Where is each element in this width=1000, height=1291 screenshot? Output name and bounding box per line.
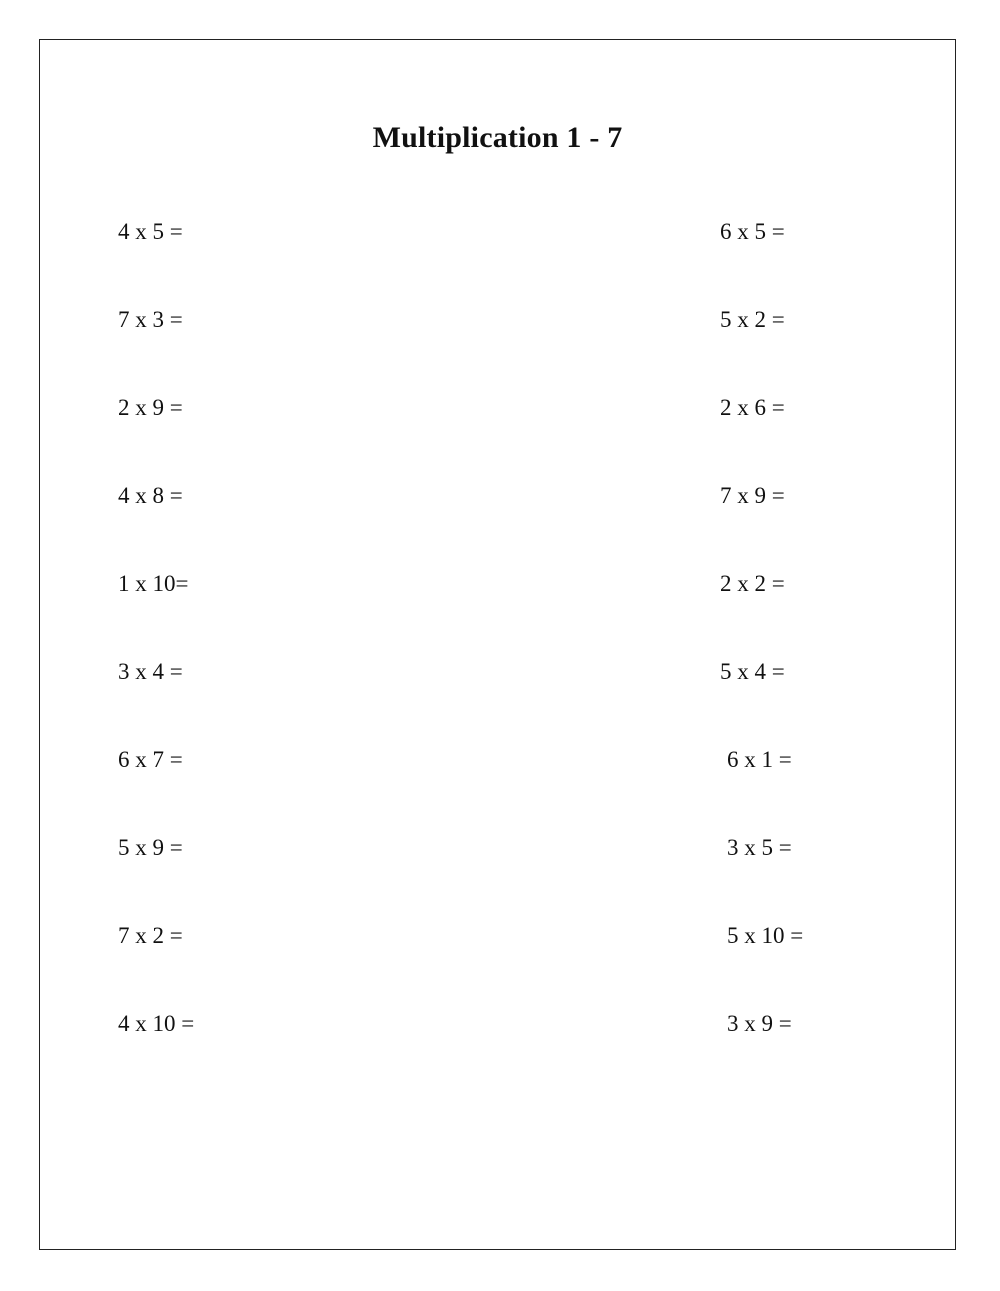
problem-left-5: 1 x 10= — [118, 571, 189, 596]
problem-right-9: 5 x 10 = — [727, 923, 804, 948]
problem-right-6: 5 x 4 = — [720, 659, 785, 684]
problem-left-1: 4 x 5 = — [118, 219, 183, 244]
worksheet-page — [39, 39, 956, 1250]
worksheet-title: Multiplication 1 - 7 — [372, 121, 623, 154]
problem-right-5: 2 x 2 = — [720, 571, 785, 596]
problem-left-9: 7 x 2 = — [118, 923, 183, 948]
left-problem-column — [118, 215, 194, 1095]
right-problem-column — [720, 215, 803, 1095]
problem-left-6: 3 x 4 = — [118, 659, 183, 684]
problem-right-2: 5 x 2 = — [720, 307, 785, 332]
problem-left-8: 5 x 9 = — [118, 835, 183, 860]
problem-left-10: 4 x 10 = — [118, 1011, 195, 1036]
problem-right-8: 3 x 5 = — [727, 835, 792, 860]
problem-right-10: 3 x 9 = — [727, 1011, 792, 1036]
problem-right-3: 2 x 6 = — [720, 395, 785, 420]
problem-left-4: 4 x 8 = — [118, 483, 183, 508]
problem-right-1: 6 x 5 = — [720, 219, 785, 244]
problem-left-3: 2 x 9 = — [118, 395, 183, 420]
problem-right-4: 7 x 9 = — [720, 483, 785, 508]
problem-left-7: 6 x 7 = — [118, 747, 183, 772]
problem-right-7: 6 x 1 = — [727, 747, 792, 772]
problem-left-2: 7 x 3 = — [118, 307, 183, 332]
